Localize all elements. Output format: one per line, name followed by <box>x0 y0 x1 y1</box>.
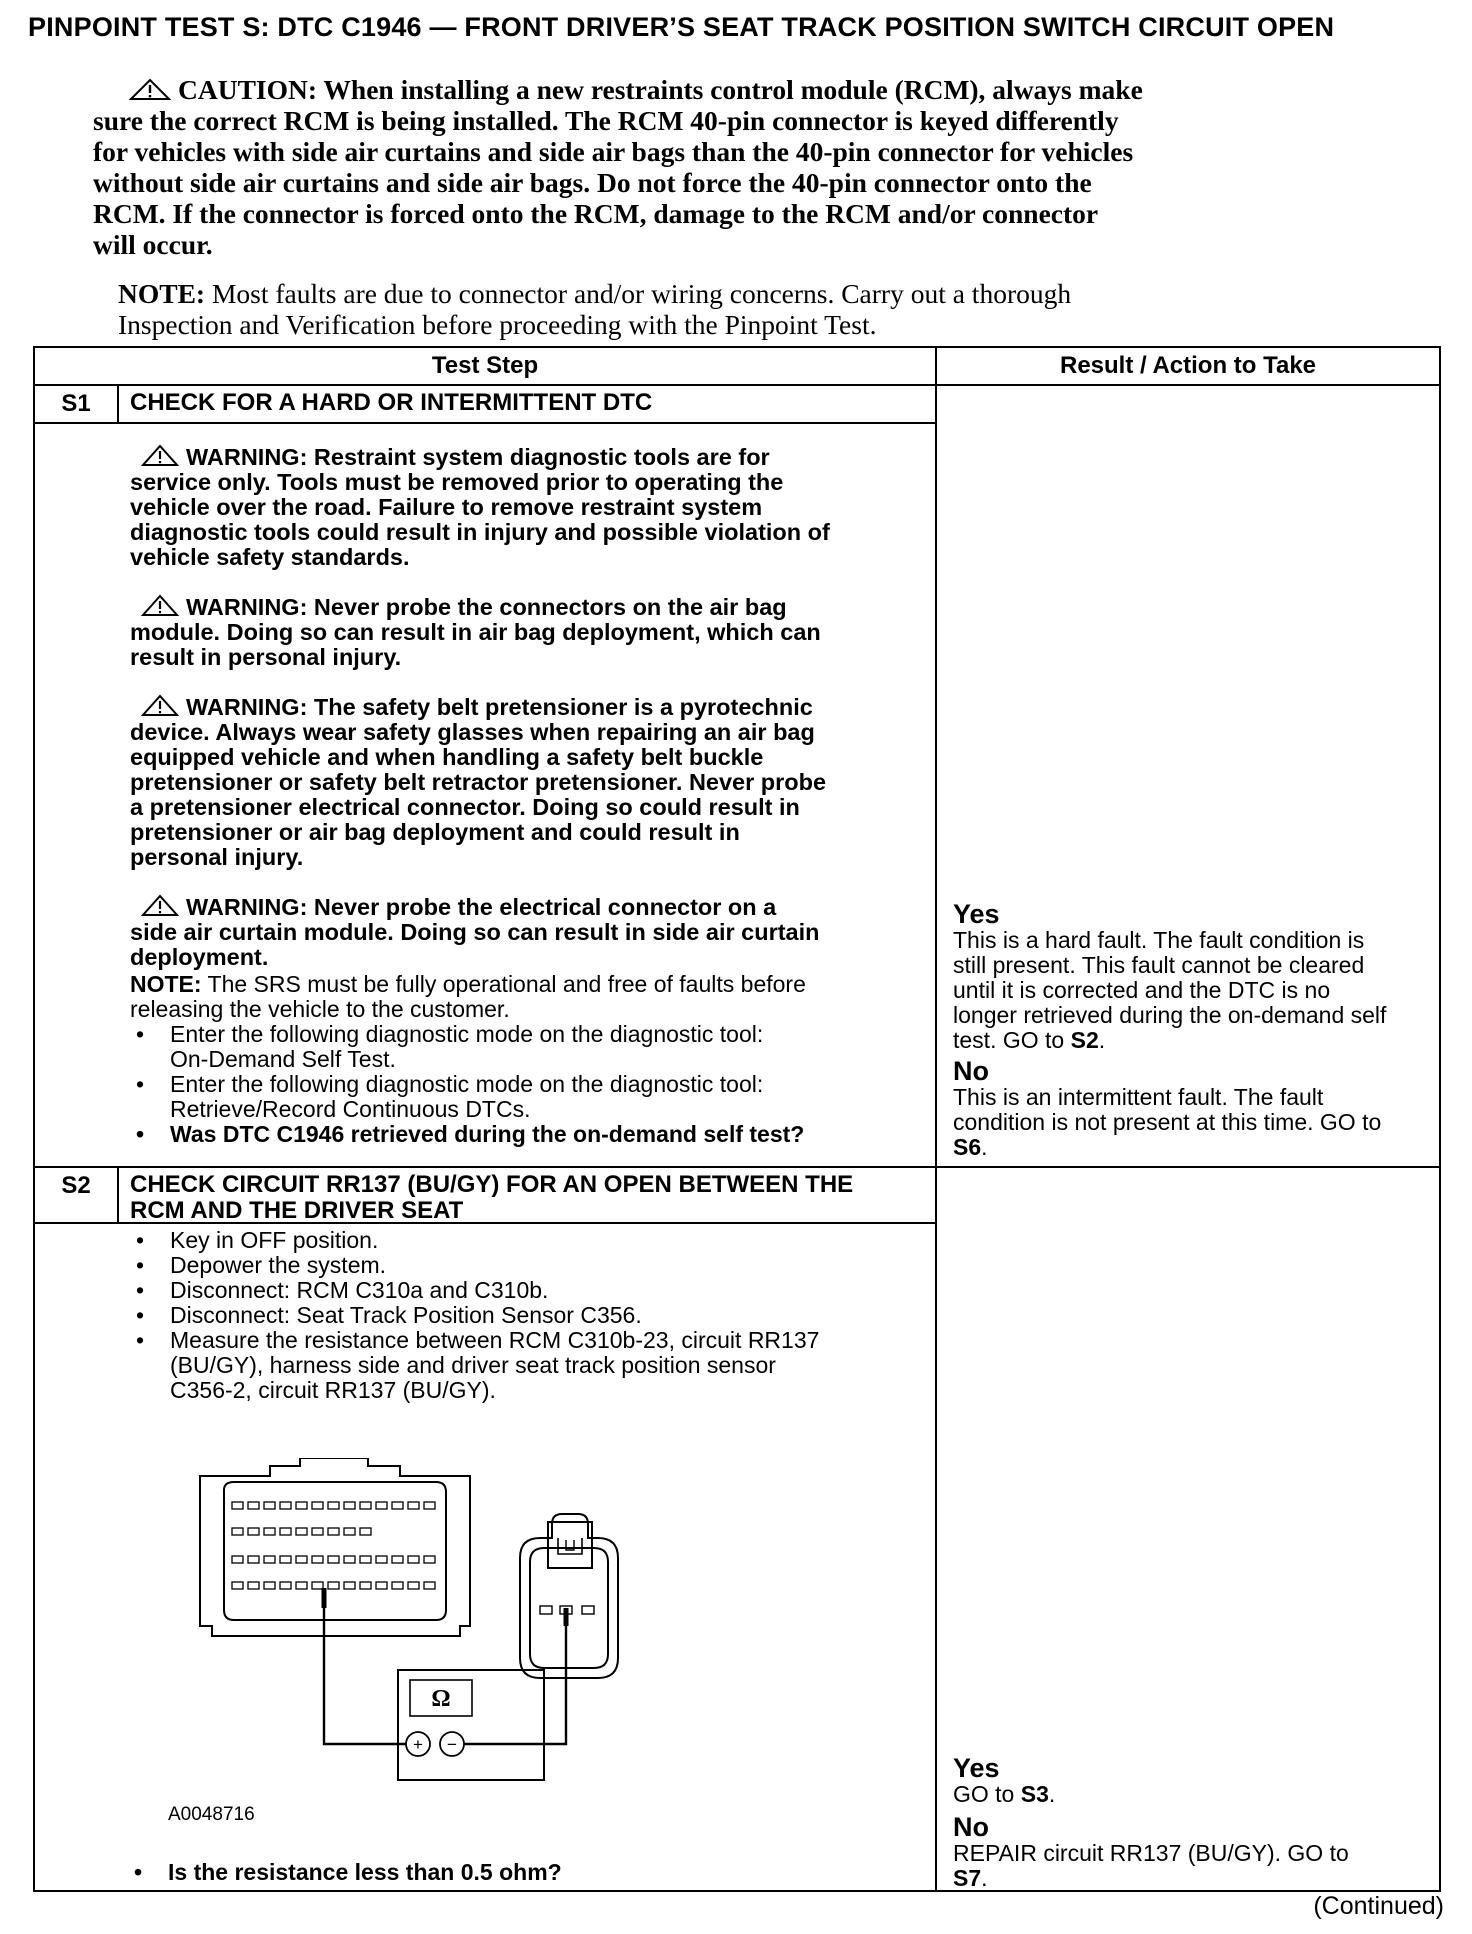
row-divider <box>35 1166 1439 1168</box>
warning-text: personal injury. <box>130 844 304 870</box>
warning-text: WARNING: Never probe the electrical connector on a <box>186 894 777 920</box>
list-item: • Depower the system. <box>136 1252 387 1278</box>
minus-terminal: − <box>447 1735 457 1754</box>
bullet-text: Disconnect: RCM C310a and C310b. <box>170 1277 549 1303</box>
header-test-step: Test Step <box>431 352 539 379</box>
connector-pin <box>392 1556 403 1563</box>
connector-pin <box>232 1556 243 1563</box>
warning-block <box>130 694 826 870</box>
warning-text: WARNING: Never probe the connectors on the air bag <box>186 594 787 620</box>
no-label: No <box>953 1056 989 1086</box>
result-s2 <box>953 1754 1349 1891</box>
connector-pin <box>280 1528 291 1535</box>
header-divider <box>35 384 1439 386</box>
s2-question <box>128 1860 562 1885</box>
s1-bullets <box>130 1022 804 1147</box>
step-title-line: CHECK CIRCUIT RR137 (BU/GY) FOR AN OPEN BETWEEN THE <box>130 1171 854 1198</box>
connector-pin <box>360 1582 371 1589</box>
warning-text: service only. Tools must be removed prior to operating the <box>130 469 784 495</box>
result-text: GO to <box>953 1781 1021 1807</box>
connector-pin <box>296 1582 307 1589</box>
warning-text: deployment. <box>130 944 269 970</box>
yes-label: Yes <box>953 1753 1000 1783</box>
warning-text: device. Always wear safety glasses when repairing an air bag <box>130 719 815 745</box>
connector-pins <box>232 1502 435 1589</box>
step-title-s2 <box>130 1172 853 1224</box>
connector-pin <box>328 1528 339 1535</box>
caution-block <box>93 74 1358 260</box>
ohmmeter <box>398 1670 544 1780</box>
result-text: . <box>981 1134 988 1160</box>
caution-line: CAUTION: When installing a new restraints control module (RCM), always make <box>178 74 1143 105</box>
list-item: • Measure the resistance between RCM C310b-23, circuit RR137 (BU/GY), harness side and driver seat track position sensor C356-2, circuit RR137 (BU/GY). <box>136 1327 820 1403</box>
list-item: • Enter the following diagnostic mode on the diagnostic tool: Retrieve/Record Continuous DTCs. <box>136 1071 764 1122</box>
connector-pin <box>424 1582 435 1589</box>
warning-text: side air curtain module. Doing so can result in side air curtain <box>130 919 820 945</box>
result-text: still present. This fault cannot be cleared <box>953 952 1365 978</box>
connector-pin <box>312 1502 323 1509</box>
connector-pin <box>360 1556 371 1563</box>
step-title-s1: CHECK FOR A HARD OR INTERMITTENT DTC <box>130 389 653 416</box>
connector-pin <box>344 1528 355 1535</box>
warning-block <box>130 894 820 970</box>
bullet-text: Retrieve/Record Continuous DTCs. <box>170 1096 531 1122</box>
connector-pin <box>296 1528 307 1535</box>
step-id-divider <box>117 1166 119 1222</box>
note-block <box>118 278 1358 340</box>
connector-pin <box>248 1502 259 1509</box>
connector-pin <box>296 1502 307 1509</box>
connector-pin <box>232 1528 243 1535</box>
bullet-text: Measure the resistance between RCM C310b-23, circuit RR137 <box>170 1327 820 1353</box>
step-id-s1: S1 <box>61 390 91 417</box>
step-id-divider <box>117 384 119 422</box>
list-item: • Key in OFF position. <box>136 1227 379 1253</box>
result-text: longer retrieved during the on-demand self <box>953 1002 1387 1028</box>
caution-line: will occur. <box>93 229 213 260</box>
warning-triangle-icon <box>140 444 180 466</box>
connector-pin <box>264 1502 275 1509</box>
connector-pin <box>328 1502 339 1509</box>
connector-pin <box>248 1582 259 1589</box>
continued-label: (Continued) <box>1313 1892 1444 1920</box>
s2-bullets <box>130 1228 819 1403</box>
note-label: NOTE: <box>130 971 202 997</box>
row-divider <box>35 422 935 424</box>
connector-pin <box>232 1502 243 1509</box>
result-text: This is a hard fault. The fault condition is <box>953 927 1365 953</box>
bullet-text: Disconnect: Seat Track Position Sensor C356. <box>170 1302 642 1328</box>
result-text: REPAIR circuit RR137 (BU/GY). GO to <box>953 1840 1349 1866</box>
warning-text: module. Doing so can result in air bag deployment, which can <box>130 619 821 645</box>
connector-pin <box>424 1502 435 1509</box>
warning-block <box>130 594 821 670</box>
result-text: until it is corrected and the DTC is no <box>953 977 1331 1003</box>
connector-pin <box>376 1556 387 1563</box>
warning-text: result in personal injury. <box>130 644 402 670</box>
yes-label: Yes <box>953 899 1000 929</box>
warning-triangle-icon <box>128 78 172 100</box>
connector-pin <box>408 1582 419 1589</box>
bullet-text: Enter the following diagnostic mode on the diagnostic tool: <box>170 1021 764 1047</box>
warning-text: diagnostic tools could result in injury and possible violation of <box>130 519 830 545</box>
connector-pin <box>280 1582 291 1589</box>
list-item: • Was DTC C1946 retrieved during the on-demand self test? <box>136 1121 805 1147</box>
connector-pin <box>392 1582 403 1589</box>
connector-pin <box>344 1556 355 1563</box>
note-label: NOTE: <box>118 278 206 309</box>
bullet-text: (BU/GY), harness side and driver seat track position sensor <box>170 1352 776 1378</box>
step-title-line: RCM AND THE DRIVER SEAT <box>130 1197 464 1224</box>
sensor-connector <box>520 1514 618 1678</box>
caution-line: sure the correct RCM is being installed. The RCM 40-pin connector is keyed differently <box>93 105 1119 136</box>
connector-pin <box>264 1528 275 1535</box>
result-text: . <box>1098 1027 1106 1053</box>
bullet-text: On-Demand Self Test. <box>170 1046 396 1072</box>
list-item: • Is the resistance less than 0.5 ohm? <box>134 1859 562 1885</box>
warning-text: a pretensioner electrical connector. Doing so could result in <box>130 794 800 820</box>
result-text: . <box>981 1865 988 1891</box>
step-id-s2: S2 <box>61 1172 91 1199</box>
warning-text: equipped vehicle and when handling a safety belt buckle <box>130 744 764 770</box>
page-title: PINPOINT TEST S: DTC C1946 — FRONT DRIVER’S SEAT TRACK POSITION SWITCH CIRCUIT OPEN <box>28 12 1335 42</box>
result-text: This is an intermittent fault. The fault <box>953 1084 1324 1110</box>
connector-pin <box>312 1556 323 1563</box>
step-reference: S3 <box>1020 1781 1049 1807</box>
caution-line: without side air curtains and side air bags. Do not force the 40-pin connector onto the <box>93 167 1092 198</box>
connector-pin <box>408 1502 419 1509</box>
warning-text: pretensioner or air bag deployment and could result in <box>130 819 740 845</box>
connector-pin <box>232 1582 243 1589</box>
warning-text: vehicle safety standards. <box>130 544 410 570</box>
connector-pin <box>248 1528 259 1535</box>
step-reference: S2 <box>1070 1027 1099 1053</box>
connector-pin <box>328 1582 339 1589</box>
rcm-connector <box>200 1458 470 1636</box>
connector-pin <box>280 1502 291 1509</box>
question-text: Is the resistance less than 0.5 ohm? <box>168 1859 562 1885</box>
connector-pin <box>344 1502 355 1509</box>
connector-pin <box>248 1556 259 1563</box>
connector-pin <box>424 1556 435 1563</box>
connector-pin <box>360 1502 371 1509</box>
bullet-text: Enter the following diagnostic mode on the diagnostic tool: <box>170 1071 764 1097</box>
connector-pin <box>312 1582 323 1589</box>
no-label: No <box>953 1812 989 1842</box>
bullet-text: C356-2, circuit RR137 (BU/GY). <box>170 1377 496 1403</box>
connector-pin <box>328 1556 339 1563</box>
plus-terminal: + <box>413 1735 423 1754</box>
list-item: • Enter the following diagnostic mode on the diagnostic tool: On-Demand Self Test. <box>136 1021 764 1072</box>
resistance-measurement-diagram <box>190 1458 750 1788</box>
connector-pin <box>264 1556 275 1563</box>
note-text: releasing the vehicle to the customer. <box>130 996 510 1022</box>
note-text: The SRS must be fully operational and free of faults before <box>201 971 806 997</box>
result-text: condition is not present at this time. GO to <box>953 1109 1382 1135</box>
connector-pin <box>360 1528 371 1535</box>
result-text: test. GO to <box>953 1027 1071 1053</box>
result-s1 <box>953 900 1386 1160</box>
warning-text: WARNING: The safety belt pretensioner is a pyrotechnic <box>186 694 813 720</box>
connector-pin <box>312 1528 323 1535</box>
connector-pin <box>376 1582 387 1589</box>
connector-pin <box>376 1502 387 1509</box>
s1-note <box>130 972 806 1022</box>
warning-text: pretensioner or safety belt retractor pretensioner. Never probe <box>130 769 827 795</box>
connector-pin <box>408 1556 419 1563</box>
warning-text: WARNING: Restraint system diagnostic tools are for <box>186 444 770 470</box>
ohm-symbol: Ω <box>431 1686 451 1712</box>
question-text: Was DTC C1946 retrieved during the on-demand self test? <box>170 1121 805 1147</box>
header-result-action: Result / Action to Take <box>1059 352 1317 379</box>
warning-block <box>130 444 830 570</box>
warning-text: vehicle over the road. Failure to remove restraint system <box>130 494 763 520</box>
caution-line: for vehicles with side air curtains and side air bags than the 40-pin connector for vehicles <box>93 136 1134 167</box>
warning-triangle-icon <box>140 594 180 616</box>
figure-code: A0048716 <box>168 1804 255 1825</box>
connector-pin <box>296 1556 307 1563</box>
list-item: • Disconnect: RCM C310a and C310b. <box>136 1277 549 1303</box>
result-text: . <box>1048 1781 1056 1807</box>
caution-line: RCM. If the connector is forced onto the RCM, damage to the RCM and/or connector <box>93 198 1099 229</box>
bullet-text: Depower the system. <box>170 1252 387 1278</box>
list-item: • Disconnect: Seat Track Position Sensor C356. <box>136 1302 642 1328</box>
note-line: Inspection and Verification before proceeding with the Pinpoint Test. <box>118 309 877 340</box>
connector-pin <box>392 1502 403 1509</box>
column-divider <box>935 348 937 1890</box>
bullet-text: Key in OFF position. <box>170 1227 379 1253</box>
warning-triangle-icon <box>140 694 180 716</box>
step-reference: S6 <box>953 1134 982 1160</box>
step-reference: S7 <box>953 1865 982 1891</box>
connector-pin <box>280 1556 291 1563</box>
connector-pin <box>264 1582 275 1589</box>
connector-pin <box>344 1582 355 1589</box>
note-line: Most faults are due to connector and/or wiring concerns. Carry out a thorough <box>211 278 1072 309</box>
warning-triangle-icon <box>140 894 180 916</box>
